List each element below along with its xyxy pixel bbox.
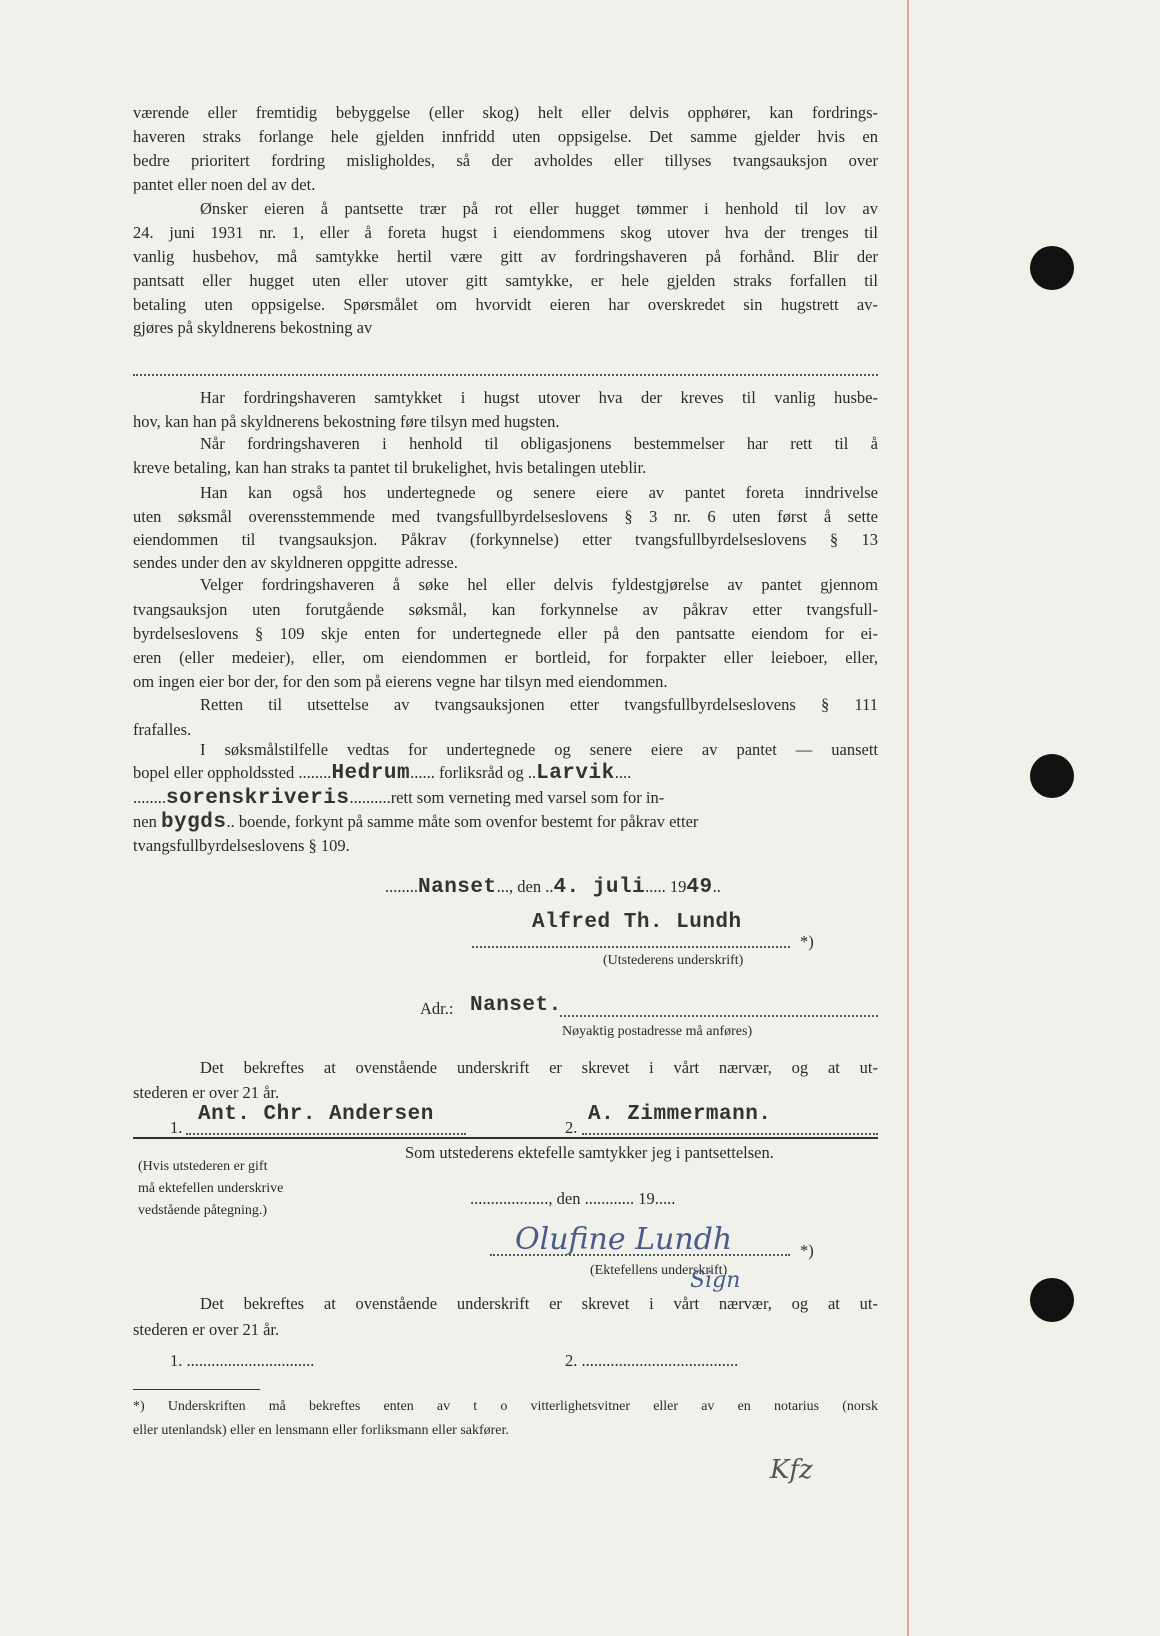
- text-line: vanlig husbehov, må samtykke hertil være gitt av fordringshaveren på forhånd. Blir der: [133, 247, 878, 266]
- witness-line: [582, 1133, 878, 1135]
- fill-in-line: [133, 374, 878, 376]
- text-line: stederen er over 21 år.: [133, 1083, 280, 1102]
- typed-place: Nanset: [418, 876, 497, 899]
- text-line: stederen er over 21 år.: [133, 1320, 280, 1339]
- handwritten-sign: Sign: [690, 1268, 741, 1293]
- text-line: værende eller fremtidig bebyggelse (eller skog) helt eller delvis opphører, kan fordrings-: [133, 103, 878, 122]
- typed-area: bygds: [160, 811, 227, 834]
- witness-line: 2. ......................................: [565, 1351, 739, 1370]
- text: ...... forliksråd og ..: [410, 763, 537, 782]
- text-line: eren (eller medeier), eller, om eiendommen er bortleid, for forpakter eller leieboer, eller,: [133, 648, 878, 667]
- witness-line: [186, 1133, 466, 1135]
- text-line: 24. juni 1931 nr. 1, eller å foreta hugst i eiendommens skog utover hva der trenges til: [133, 223, 878, 242]
- typed-court: sorenskriveris: [166, 787, 350, 810]
- punch-hole: [1030, 246, 1074, 290]
- divider: [133, 1137, 878, 1139]
- text: ..: [712, 877, 721, 896]
- text-line: Har fordringshaveren samtykket i hugst utover hva der kreves til vanlig husbe-: [200, 388, 878, 407]
- typed-court-district: Hedrum: [331, 762, 411, 785]
- signature-line: [472, 946, 790, 948]
- footnote-marker: *): [800, 932, 814, 951]
- venue-line: [133, 811, 698, 834]
- note-line: må ektefellen underskrive: [138, 1181, 284, 1196]
- text-line: I søksmålstilfelle vedtas for undertegnede og senere eiere av pantet — uansett: [200, 740, 878, 759]
- text-line: Han kan også hos undertegnede og senere eiere av pantet foreta inndrivelse: [200, 483, 878, 502]
- text-line: tvangsauksjon uten forutgående søksmål, kan forkynnelse av påkrav etter tvangsfull-: [133, 600, 878, 619]
- footnote-line: *) Underskriften må bekreftes enten av t o vitterlighetsvitner eller av en notarius (norsk: [133, 1399, 878, 1414]
- text-line: om ingen eier bor der, for den som på eierens vegne har tilsyn med eiendommen.: [133, 672, 668, 691]
- typed-town: Larvik: [536, 762, 615, 785]
- footnote-rule: [133, 1389, 260, 1390]
- issuer-name: Alfred Th. Lundh: [532, 911, 742, 934]
- text: ....: [614, 763, 632, 782]
- text-line: tvangsfullbyrdelseslovens § 109.: [133, 836, 350, 855]
- address-line: [560, 1015, 878, 1017]
- venue-line: [133, 787, 664, 810]
- punch-hole: [1030, 754, 1074, 798]
- signature-line: [490, 1254, 790, 1256]
- text-line: eiendommen til tvangsauksjon. Påkrav (forkynnelse) etter tvangsfullbyrdelseslovens § 13: [133, 530, 878, 549]
- caption: Nøyaktig postadresse må anføres): [562, 1024, 753, 1039]
- text-line: Det bekreftes at ovenstående underskrift er skrevet i vårt nærvær, og at ut-: [200, 1058, 878, 1077]
- text: .. boende, forkynt på samme måte som ovenfor bestemt for påkrav etter: [226, 812, 699, 831]
- text-line: uten søksmål overensstemmende med tvangsfullbyrdelseslovens § 3 nr. 6 uten først å sette: [133, 507, 878, 526]
- text-line: frafalles.: [133, 720, 192, 739]
- text: ........: [385, 877, 418, 896]
- handwritten-signature: Olufine Lundh: [515, 1222, 733, 1257]
- witness-name: A. Zimmermann.: [588, 1103, 772, 1126]
- text-line: Retten til utsettelse av tvangsauksjonen etter tvangsfullbyrdelseslovens § 111: [200, 695, 878, 714]
- witness-line: 1. ...............................: [170, 1351, 315, 1370]
- note-line: (Hvis utstederen er gift: [138, 1159, 268, 1174]
- consent-text: Som utstederens ektefelle samtykker jeg i pantsettelsen.: [405, 1143, 774, 1162]
- footnote-line: eller utenlandsk) eller en lensmann eller forliksmann eller sakfører.: [133, 1423, 509, 1438]
- text: ..., den ..: [496, 877, 554, 896]
- text-line: Det bekreftes at ovenstående underskrift er skrevet i vårt nærvær, og at ut-: [200, 1294, 878, 1313]
- text-line: gjøres på skyldnerens bekostning av: [133, 318, 373, 337]
- text-line: Velger fordringshaveren å søke hel eller delvis fyldestgjørelse av pantet gjennom: [200, 575, 878, 594]
- text-line: byrdelseslovens § 109 skje enten for undertegnede eller på den pantsatte eiendom for ei-: [133, 624, 878, 643]
- date-line: ..................., den ............ 19.....: [470, 1189, 676, 1208]
- address-label: Adr.:: [420, 999, 454, 1018]
- footnote-marker: *): [800, 1241, 814, 1260]
- text-line: pantsatt eller hugget uten eller utover gitt samtykke, er hele gjelden straks forfallen til: [133, 271, 878, 290]
- typed-date: 4. juli: [553, 876, 646, 899]
- text-line: Når fordringshaveren i henhold til obligasjonens bestemmelser har rett til å: [200, 434, 878, 453]
- text-line: sendes under den av skyldneren oppgitte adresse.: [133, 553, 458, 572]
- text-line: kreve betaling, kan han straks ta pantet til brukelighet, hvis betalingen uteblir.: [133, 458, 647, 477]
- caption: (Utstederens underskrift): [603, 953, 744, 968]
- typed-year: 49: [686, 876, 713, 899]
- witness-number: 2.: [565, 1118, 578, 1137]
- text: ..... 19: [645, 877, 687, 896]
- text-line: Ønsker eieren å pantsette trær på rot eller hugget tømmer i henhold til lov av: [200, 199, 878, 218]
- text: ........: [133, 788, 166, 807]
- typed-address: Nanset.: [470, 994, 562, 1017]
- punch-hole: [1030, 1278, 1074, 1322]
- text-line: bedre prioritert fordring misligholdes, så der avholdes eller tillyses tvangsauksjon over: [133, 151, 878, 170]
- handwritten-initials: Kfz: [770, 1455, 813, 1485]
- note-line: vedstående påtegning.): [138, 1203, 268, 1218]
- witness-name: Ant. Chr. Andersen: [198, 1103, 434, 1126]
- text-line: hov, kan han på skyldnerens bekostning føre tilsyn med hugsten.: [133, 412, 560, 431]
- margin-line: [907, 0, 909, 1636]
- place-date-line: [385, 876, 721, 899]
- text-line: pantet eller noen del av det.: [133, 175, 316, 194]
- text-line: betaling uten oppsigelse. Spørsmålet om hvorvidt eieren har overskredet sin hugstrett av-: [133, 295, 878, 314]
- text: nen: [133, 812, 157, 831]
- caption: (Ektefellens underskrift): [590, 1263, 728, 1278]
- text-line: haveren straks forlange hele gjelden innfridd uten oppsigelse. Det samme gjelder hvis en: [133, 127, 878, 146]
- witness-number: 1.: [170, 1118, 183, 1137]
- text: ..........rett som verneting med varsel som for in-: [349, 788, 665, 807]
- text: bopel eller oppholdssted ........: [133, 763, 332, 782]
- venue-line: [133, 762, 631, 785]
